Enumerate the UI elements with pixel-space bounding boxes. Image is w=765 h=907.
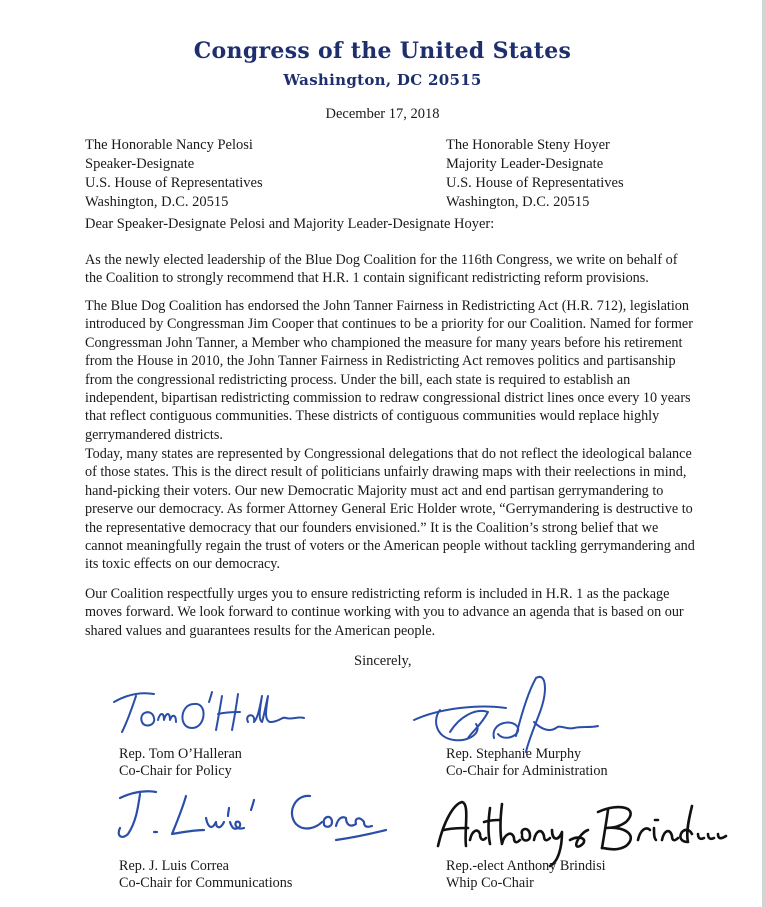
addressee-org: U.S. House of Representatives bbox=[446, 175, 624, 191]
signer-role: Co-Chair for Policy bbox=[119, 762, 232, 779]
signer-name: Rep. J. Luis Correa bbox=[119, 858, 229, 874]
closing: Sincerely, bbox=[354, 653, 412, 669]
signature-luis-correa bbox=[110, 782, 390, 852]
paragraph-1: As the newly elected leadership of the Blue Dog Coalition for the 116th Congress, we write on behalf of the Coalition to strongly recommend that H.R. 1 contain significant redistricting reform provisions. bbox=[85, 252, 678, 287]
signer-block bbox=[119, 746, 242, 779]
signer-block bbox=[119, 858, 292, 891]
addressee-title: Majority Leader-Designate bbox=[446, 156, 604, 172]
addressee-name: The Honorable Steny Hoyer bbox=[446, 137, 610, 153]
addressee-title: Speaker-Designate bbox=[85, 156, 195, 172]
signer-role: Co-Chair for Communications bbox=[119, 874, 293, 891]
letter-date: December 17, 2018 bbox=[325, 106, 440, 122]
letterhead-title: Congress of the United States bbox=[193, 38, 572, 64]
paragraph-4: Our Coalition respectfully urges you to ensure redistricting reform is included in H.R. 1 as the package moves forward. We look forward to continue working with you to advance an agenda that is based on our shared values and guarantees results for the American people. bbox=[85, 586, 684, 639]
addressee-city: Washington, D.C. 20515 bbox=[85, 194, 229, 210]
signer-name: Rep. Stephanie Murphy bbox=[446, 746, 582, 762]
addressee-right bbox=[446, 136, 624, 212]
addressee-name: The Honorable Nancy Pelosi bbox=[85, 137, 253, 153]
signer-block bbox=[446, 746, 608, 779]
addressee-city: Washington, D.C. 20515 bbox=[446, 194, 590, 210]
addressee-org: U.S. House of Representatives bbox=[85, 175, 263, 191]
salutation: Dear Speaker-Designate Pelosi and Majority Leader-Designate Hoyer: bbox=[85, 216, 495, 232]
signer-role: Co-Chair for Administration bbox=[446, 762, 608, 779]
addressee-left bbox=[85, 136, 263, 212]
signer-block bbox=[446, 858, 606, 891]
signer-name: Rep.-elect Anthony Brindisi bbox=[446, 858, 606, 874]
signer-role: Whip Co-Chair bbox=[446, 874, 534, 891]
paragraph-3: Today, many states are represented by Congressional delegations that do not reflect the ideological balance of those states. This is the direct result of politicians unfairly drawing maps with their reelections in mind, hand-picking their voters. Our new Democratic Majority must act and end partisan gerrymandering to preserve our democracy. As former Attorney General Eric Holder wrote, “Gerrymandering is destructive to the representative democracy that our founders envisioned.” It is the Coalition’s strong belief that we cannot meaningfully regain the trust of voters or the American people without tackling gerrymandering and its toxic effects on our democracy. bbox=[85, 446, 695, 573]
paragraph-2: The Blue Dog Coalition has endorsed the John Tanner Fairness in Redistricting Act (H.R. 712), legislation introduced by Congressman Jim Cooper that continues to be a priority for our Coalition. Named for former Congressman John Tanner, a Member who championed the measure for many years before his retirement from the House in 2010, the John Tanner Fairness in Redistricting Act removes politics and partisanship from the congressional redistricting process. Under the bill, each state is required to establish an independent, bipartisan redistricting commission to redraw congressional district lines once every 10 years that reflect contiguous communities. These districts of contiguous communities would replace highly gerrymandered districts. bbox=[85, 298, 693, 443]
letterhead-city: Washington, DC 20515 bbox=[283, 71, 482, 89]
signature-tom-ohalleran bbox=[108, 678, 308, 740]
signer-name: Rep. Tom O’Halleran bbox=[119, 746, 242, 762]
